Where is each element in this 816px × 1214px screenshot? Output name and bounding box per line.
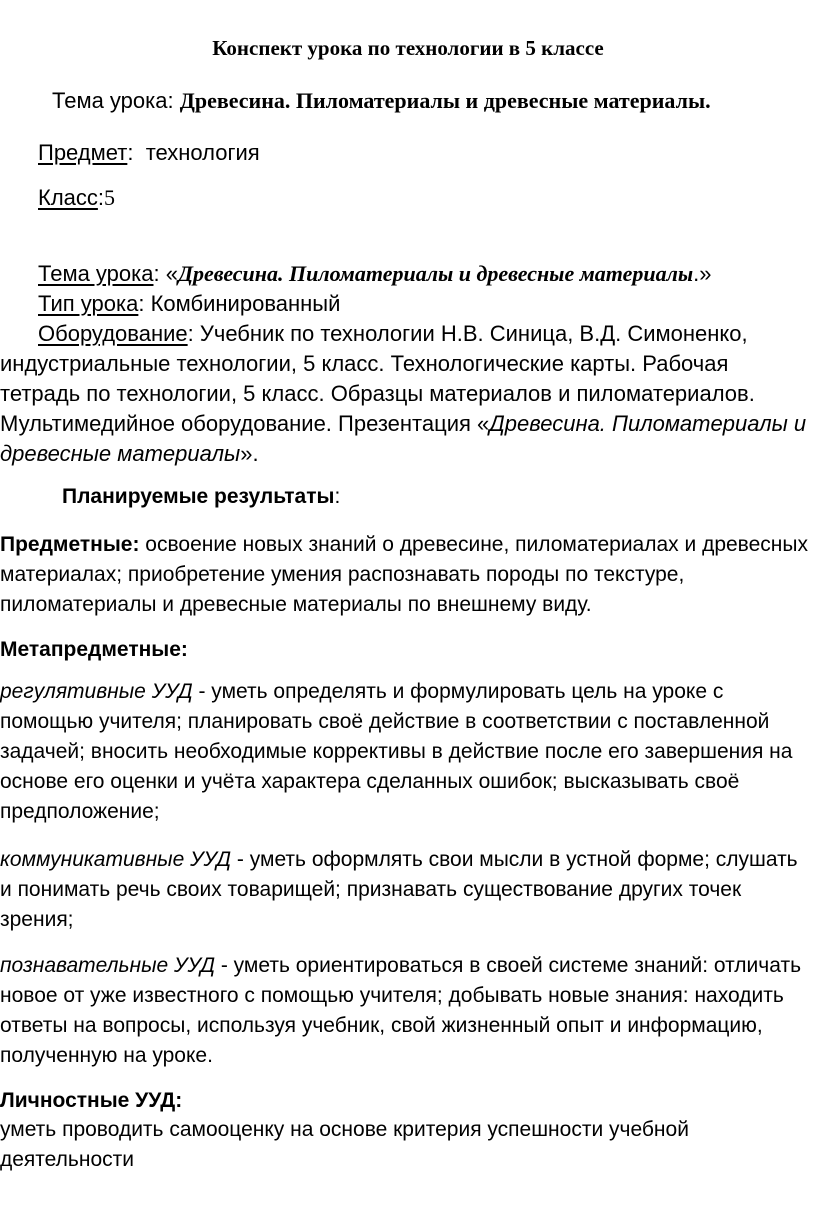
planned-results-heading (62, 482, 340, 512)
subject-results (0, 530, 812, 620)
personal-text: уметь проводить самооценку на основе критерия успешности учебной деятельности (0, 1118, 689, 1171)
meta-heading (0, 635, 812, 665)
subject-value: технология (145, 140, 260, 165)
grade-line: Класс:5 (38, 185, 116, 210)
topic2-label: Тема урока (38, 261, 154, 286)
topic2-open-quote: « (165, 261, 178, 286)
communicative-label: коммуникативные УУД (0, 848, 232, 871)
topic2-close: .» (693, 261, 712, 286)
topic-value: Древесина. Пиломатериалы и древесные материалы. (179, 88, 711, 113)
meta-heading-text: Метапредметные: (0, 638, 188, 661)
personal-heading (0, 1086, 812, 1116)
equipment-presentation: Древесина. Пиломатериалы и древесные материалы (0, 411, 807, 466)
topic-label: Тема урока: (52, 88, 174, 113)
planned-results-title: Планируемые результаты (62, 485, 335, 508)
topic2-line: Тема урока: «Древесина. Пиломатериалы и древесные материалы.» (38, 261, 712, 286)
topic-line (52, 86, 711, 116)
personal-heading-text: Личностные УУД: (0, 1089, 183, 1112)
regulative-label: регулятивные УУД (0, 680, 193, 703)
communicative-uud (0, 845, 812, 935)
regulative-text: - уметь определять и формулировать цель на уроке с помощью учителя; планировать своё действие в соответствии с поставленной задачей; вносить необходимые коррективы в действие после его завершения на основе его оценки и учёта характера сделанных ошибок; высказывать своё предположение; (0, 680, 793, 823)
subject-line: Предмет: технология (38, 140, 260, 165)
cognitive-label: познавательные УУД (0, 954, 215, 977)
lesson-type-value: Комбинированный (150, 291, 341, 316)
topic2-value: Древесина. Пиломатериалы и древесные материалы (177, 261, 694, 286)
regulative-uud (0, 677, 812, 827)
planned-results-colon: : (334, 485, 341, 508)
cognitive-uud (0, 951, 812, 1071)
grade-label: Класс (38, 185, 98, 210)
lesson-info (0, 259, 810, 469)
subject-label: Предмет (38, 140, 128, 165)
lesson-type-line: Тип урока: Комбинированный (38, 291, 341, 316)
lesson-type-label: Тип урока (38, 291, 139, 316)
grade-value: 5 (104, 185, 116, 210)
equipment-label: Оборудование (38, 321, 188, 346)
subject-results-label: Предметные: (0, 533, 140, 556)
subject-results-text: освоение новых знаний о древесине, пиломатериалах и древесных материалах; приобретение умения распознавать породы по текстуре, пиломатериалы и древесные материалы по внешнему виду. (0, 533, 808, 616)
document-title: Конспект урока по технологии в 5 классе (212, 36, 604, 60)
equipment-text: Учебник по технологии Н.В. Синица, В.Д. Симоненко, индустриальные технологии, 5 класс. Технологические карты. Рабочая тетрадь по технологии, 5 класс. Образцы материалов и пиломатериалов. Мультимедийное оборудование. Презентация « (0, 321, 755, 436)
equipment-paragraph: Оборудование: Учебник по технологии Н.В. Синица, В.Д. Симоненко, индустриальные технологии, 5 класс. Технологические карты. Рабочая тетрадь по технологии, 5 класс. Образцы материалов и пиломатериалов. Мультимедийное оборудование. Презентация «Древесина. Пиломатериалы и древесные материалы». (0, 321, 807, 466)
communicative-text: - уметь оформлять свои мысли в устной форме; слушать и понимать речь своих товарищей; признавать существование других точек зрения; (0, 848, 798, 931)
equipment-end: ». (240, 441, 259, 466)
cognitive-text: - уметь ориентироваться в своей системе знаний: отличать новое от уже известного с помощью учителя; добывать новые знания: находить ответы на вопросы, используя учебник, свой жизненный опыт и информацию, полученную на уроке. (0, 954, 802, 1067)
